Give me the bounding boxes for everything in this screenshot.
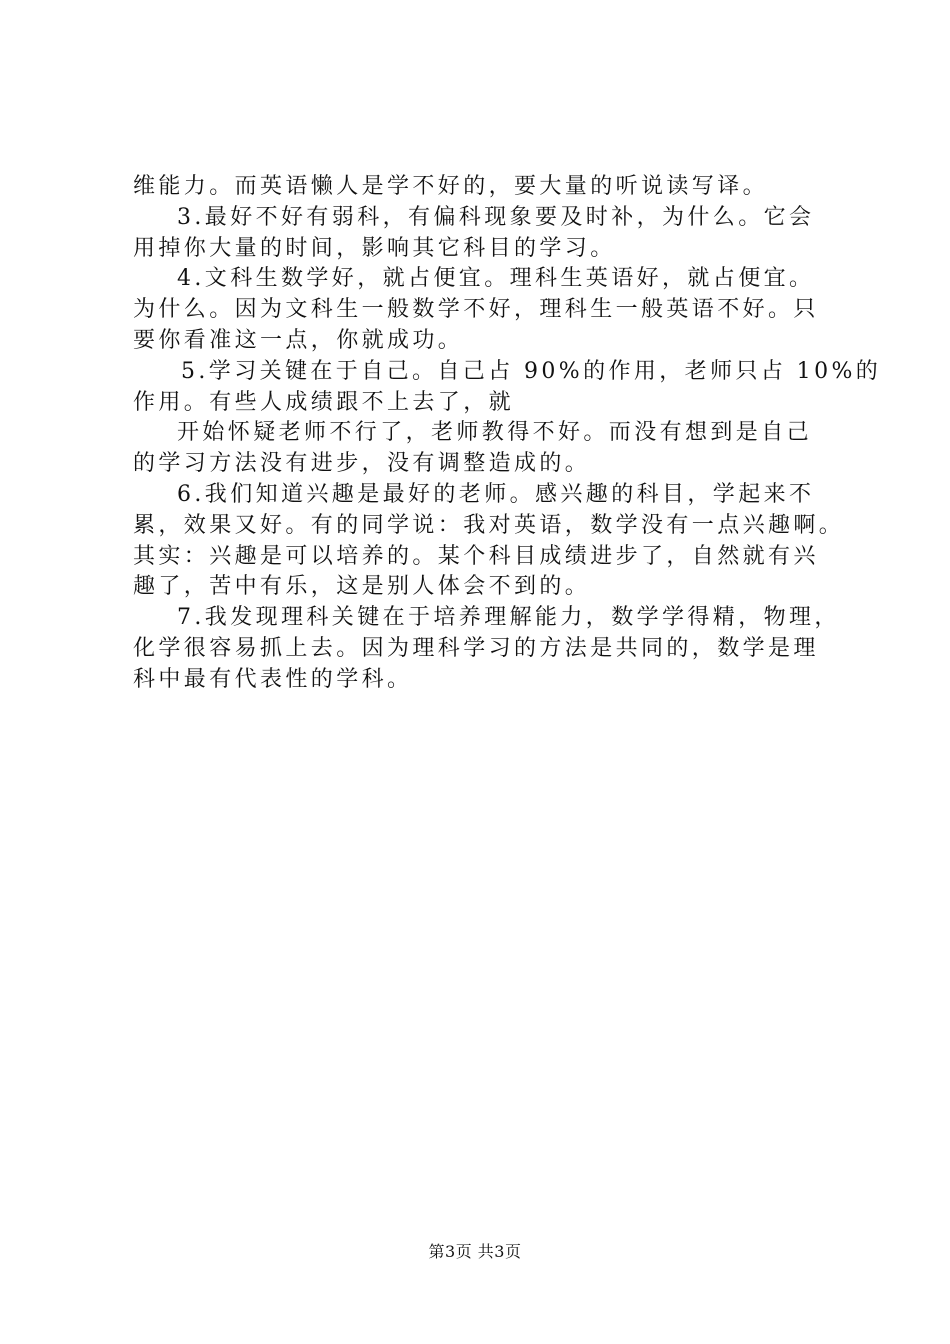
text-line-item-5: 5.学习关键在于自己。自己占 90%的作用，老师只占 10%的	[181, 358, 882, 384]
text-line-item-4: 4.文科生数学好，就占便宜。理科生英语好，就占便宜。	[177, 266, 815, 292]
document-body	[133, 172, 882, 696]
text-line: 为什么。因为文科生一般数学不好，理科生一般英语不好。只	[133, 297, 819, 323]
text-line: 作用。有些人成绩跟不上去了，就	[133, 389, 515, 415]
text-line: 要你看准这一点，你就成功。	[133, 327, 464, 353]
text-line: 开始怀疑老师不行了，老师教得不好。而没有想到是自己	[177, 420, 813, 446]
text-line: 的学习方法没有进步，没有调整造成的。	[133, 451, 591, 477]
text-line: 用掉你大量的时间，影响其它科目的学习。	[133, 235, 616, 261]
text-line: 累，效果又好。有的同学说：我对英语，数学没有一点兴趣啊。	[133, 512, 845, 538]
text-line-item-7: 7.我发现理科关键在于培养理解能力，数学学得精，物理，	[177, 605, 840, 631]
text-line: 趣了，苦中有乐，这是别人体会不到的。	[133, 574, 591, 600]
text-line: 其实：兴趣是可以培养的。某个科目成绩进步了，自然就有兴	[133, 543, 819, 569]
page-footer: 第3页 共3页	[428, 1242, 522, 1261]
text-line-item-6: 6.我们知道兴趣是最好的老师。感兴趣的科目，学起来不	[177, 481, 815, 507]
text-line: 化学很容易抓上去。因为理科学习的方法是共同的，数学是理	[133, 635, 819, 661]
text-line-item-3: 3.最好不好有弱科，有偏科现象要及时补，为什么。它会	[177, 204, 815, 230]
text-line: 维能力。而英语懒人是学不好的，要大量的听说读写译。	[133, 174, 769, 199]
text-line: 科中最有代表性的学科。	[133, 666, 413, 692]
